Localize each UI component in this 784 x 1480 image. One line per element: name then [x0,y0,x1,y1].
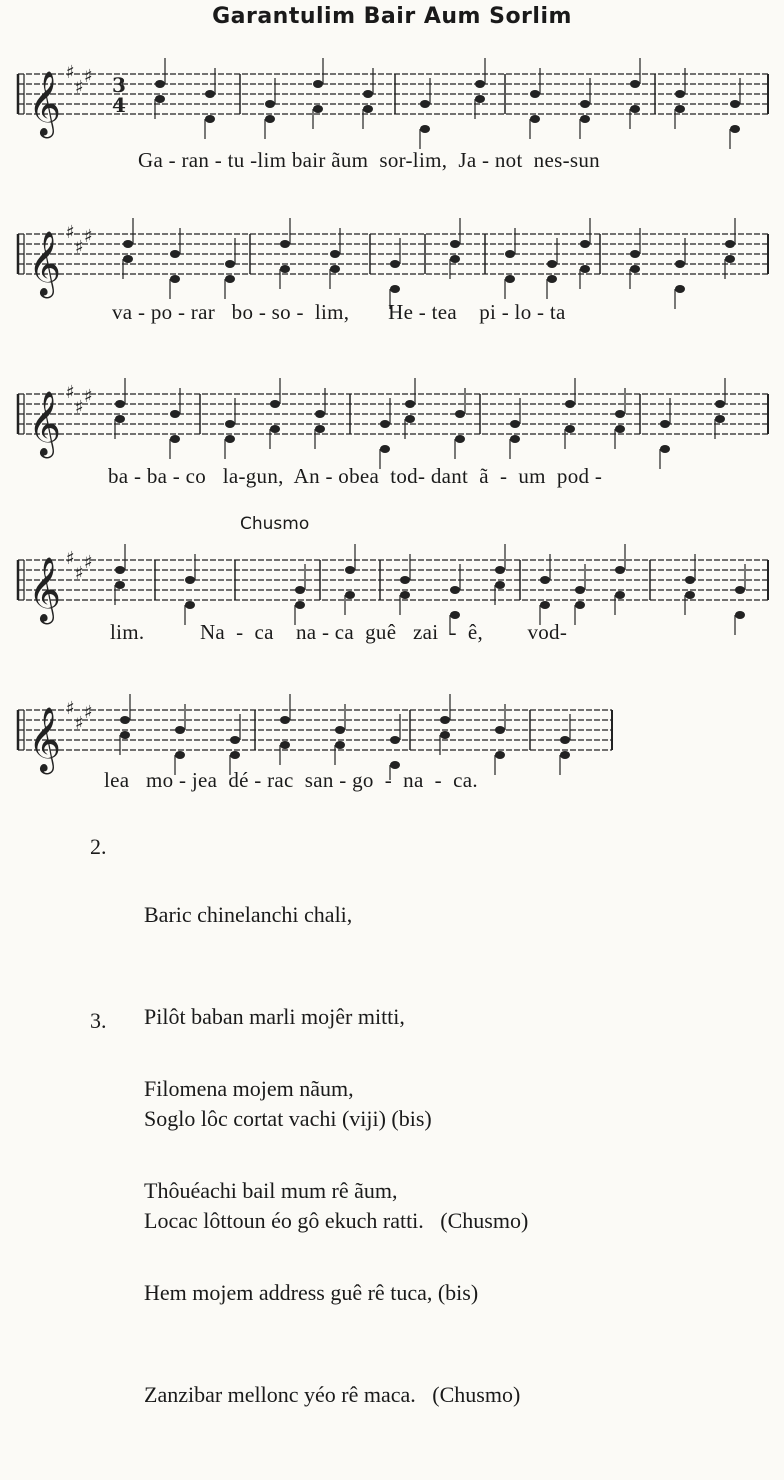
notehead [380,445,390,453]
music-system-2 [0,200,784,340]
notehead [185,601,195,609]
notehead [495,751,505,759]
notehead [615,425,625,433]
verse-line: Soglo lôc cortat vachi (viji) (bis) [144,1106,432,1131]
notehead [725,255,735,263]
notehead [315,410,325,418]
sharp-icon: ♯ [75,713,84,734]
notehead [730,100,740,108]
sharp-icon: ♯ [66,698,75,719]
notehead [170,275,180,283]
notehead [313,105,323,113]
notehead [185,576,195,584]
song-title: Garantulim Bair Aum Sorlim [212,4,572,29]
notehead [715,400,725,408]
notehead [475,80,485,88]
notehead [675,260,685,268]
sharp-icon: ♯ [84,226,93,247]
notehead [175,726,185,734]
notehead [540,601,550,609]
notehead [335,741,345,749]
notehead [265,100,275,108]
notehead [540,576,550,584]
notehead [335,726,345,734]
notehead [280,741,290,749]
notehead [530,115,540,123]
notehead [440,731,450,739]
notehead [575,586,585,594]
treble-clef-icon: 𝄞 [28,71,62,136]
notehead [505,250,515,258]
notehead [560,736,570,744]
notehead [405,400,415,408]
notehead [580,115,590,123]
notehead [230,751,240,759]
notehead [615,591,625,599]
verse-number: 2. [90,834,107,859]
notehead [170,435,180,443]
notehead [170,410,180,418]
notehead [120,716,130,724]
staff-2 [0,200,784,310]
notehead [330,250,340,258]
notehead [420,100,430,108]
notehead [450,586,460,594]
notehead [295,601,305,609]
notehead [450,611,460,619]
notehead [565,425,575,433]
notehead [120,731,130,739]
treble-clef-icon: 𝄞 [28,391,62,456]
notehead [660,420,670,428]
lyrics-line-4: lim. Na - ca na - ca guê zai - ê, vod- [110,620,568,644]
notehead [455,410,465,418]
notehead [280,716,290,724]
notehead [505,275,515,283]
sharp-icon: ♯ [84,386,93,407]
notehead [575,601,585,609]
music-system-5 [0,680,784,790]
verse-line: Baric chinelanchi chali, [144,902,353,927]
notehead [345,591,355,599]
sharp-icon: ♯ [66,62,75,83]
notehead [440,716,450,724]
notehead [363,90,373,98]
verse-line: Locac lôttoun éo gô ekuch ratti. (Chusmo) [144,1208,529,1233]
notehead [363,105,373,113]
notehead [547,275,557,283]
notehead [630,105,640,113]
notehead [475,95,485,103]
notehead [630,250,640,258]
notehead [510,435,520,443]
notehead [225,435,235,443]
notehead [155,80,165,88]
verse-number: 3. [90,1008,107,1033]
sharp-icon: ♯ [84,552,93,573]
notehead [495,566,505,574]
notehead [280,265,290,273]
sharp-icon: ♯ [75,563,84,584]
sharp-icon: ♯ [66,548,75,569]
notehead [725,240,735,248]
sharp-icon: ♯ [75,237,84,258]
notehead [675,105,685,113]
notehead [115,415,125,423]
notehead [225,275,235,283]
staff-5 [0,680,784,780]
sharp-icon: ♯ [66,222,75,243]
notehead [400,591,410,599]
notehead [115,566,125,574]
notehead [660,445,670,453]
notehead [390,736,400,744]
treble-clef-icon: 𝄞 [28,707,62,772]
notehead [230,736,240,744]
notehead [495,581,505,589]
notehead [123,255,133,263]
lyrics-line-3: ba - ba - co la-gun, An - obea tod- dant ã - um pod - [108,464,603,488]
notehead [580,265,590,273]
notehead [450,255,460,263]
time-signature-top: 3 [112,73,126,97]
notehead [715,415,725,423]
notehead [615,410,625,418]
lyrics-line-5: lea mo - jea dé - rac san - go - na - ca. [104,768,478,792]
notehead [630,265,640,273]
notehead [455,435,465,443]
notehead [675,285,685,293]
notehead [685,591,695,599]
verse-line: Zanzibar mellonc yéo rê maca. (Chusmo) [144,1382,521,1407]
notehead [270,400,280,408]
music-system-1 [0,40,784,180]
sharp-icon: ♯ [84,702,93,723]
notehead [123,240,133,248]
notehead [547,260,557,268]
lyrics-line-1: Ga - ran - tu -lim bair ãum sor-lim, Ja - not nes-sun [138,148,600,172]
notehead [270,425,280,433]
notehead [565,400,575,408]
notehead [390,285,400,293]
sharp-icon: ♯ [66,382,75,403]
notehead [115,581,125,589]
notehead [280,240,290,248]
notehead [115,400,125,408]
verse-line: Pilôt baban marli mojêr mitti, [144,1004,405,1029]
notehead [400,576,410,584]
notehead [405,415,415,423]
notehead [560,751,570,759]
notehead [685,576,695,584]
notehead [615,566,625,574]
time-signature-bottom: 4 [112,93,126,117]
notehead [265,115,275,123]
treble-clef-icon: 𝄞 [28,231,62,296]
notehead [170,250,180,258]
notehead [295,586,305,594]
notehead [175,751,185,759]
notehead [205,115,215,123]
verse-line: Thôuéachi bail mum rê ãum, [144,1178,398,1203]
music-system-3 [0,360,784,500]
notehead [495,726,505,734]
notehead [205,90,215,98]
notehead [730,125,740,133]
notehead [155,95,165,103]
lyrics-line-2: va - po - rar bo - so - lim, He - tea pi - lo - ta [112,300,566,324]
treble-clef-icon: 𝄞 [28,557,62,622]
notehead [345,566,355,574]
sharp-icon: ♯ [75,77,84,98]
notehead [450,240,460,248]
notehead [315,425,325,433]
notehead [735,586,745,594]
notehead [390,260,400,268]
notehead [675,90,685,98]
notehead [225,260,235,268]
staff-1 [0,40,784,150]
notehead [420,125,430,133]
notehead [630,80,640,88]
staff-3 [0,360,784,470]
sharp-icon: ♯ [75,397,84,418]
notehead [530,90,540,98]
music-system-4 [0,510,784,650]
notehead [510,420,520,428]
sharp-icon: ♯ [84,66,93,87]
notehead [330,265,340,273]
notehead [380,420,390,428]
notehead [313,80,323,88]
notehead [225,420,235,428]
notehead [580,100,590,108]
verse-line: Hem mojem address guê rê tuca, (bis) [144,1280,479,1305]
chorus-label: Chusmo [240,514,310,534]
notehead [580,240,590,248]
notehead [735,611,745,619]
verse-line: Filomena mojem nãum, [144,1076,354,1101]
